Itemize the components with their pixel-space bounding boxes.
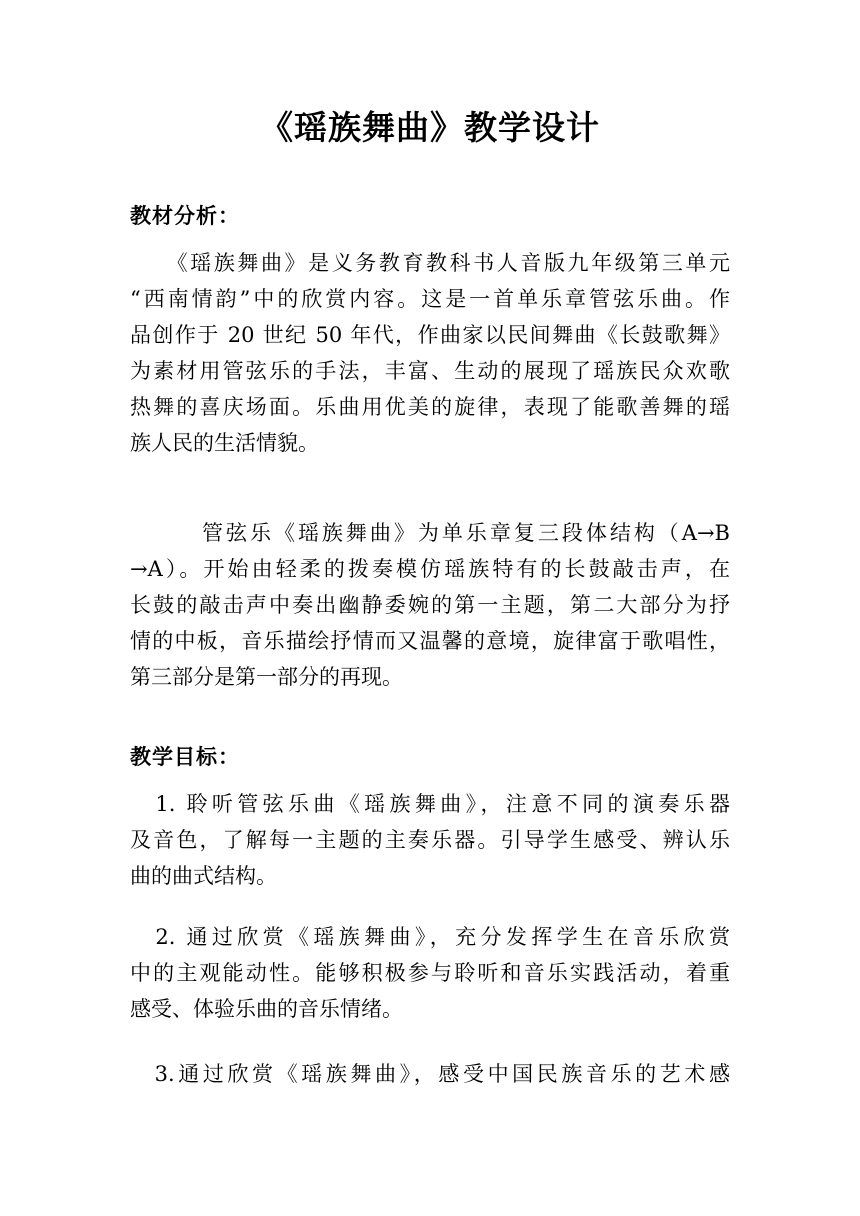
section-heading-material-analysis: 教材分析： bbox=[130, 204, 240, 228]
paragraph-line: 情的中板，音乐描绘抒情而又温馨的意境，旋律富于歌唱性， bbox=[130, 629, 730, 653]
paragraph-line: 为素材用管弦乐的手法，丰富、生动的展现了瑶族民众欢歌 bbox=[130, 359, 730, 383]
paragraph-line: “西南情韵”中的欣赏内容。这是一首单乐章管弦乐曲。作 bbox=[130, 287, 730, 311]
paragraph-line: 中的主观能动性。能够积极参与聆听和音乐实践活动，着重 bbox=[130, 961, 730, 985]
paragraph-goal-1 bbox=[130, 786, 730, 894]
paragraph-line: 品创作于 20 世纪 50 年代，作曲家以民间舞曲《长鼓歌舞》 bbox=[130, 323, 730, 347]
paragraph-line: 2. 通过欣赏《瑶族舞曲》，充分发挥学生在音乐欣赏 bbox=[130, 925, 730, 949]
paragraph-material-intro bbox=[130, 245, 730, 461]
paragraph-line: 热舞的喜庆场面。乐曲用优美的旋律，表现了能歌善舞的瑶 bbox=[130, 395, 730, 419]
paragraph-line: 曲的曲式结构。 bbox=[130, 864, 277, 888]
paragraph-goal-3 bbox=[130, 1056, 730, 1092]
paragraph-line: 感受、体验乐曲的音乐情绪。 bbox=[130, 997, 403, 1021]
paragraph-line: 1. 聆听管弦乐曲《瑶族舞曲》，注意不同的演奏乐器 bbox=[130, 792, 730, 816]
section-heading-teaching-goals: 教学目标： bbox=[130, 745, 240, 769]
paragraph-line: 第三部分是第一部分的再现。 bbox=[130, 665, 403, 689]
paragraph-line: 管弦乐《瑶族舞曲》为单乐章复三段体结构（A→B bbox=[130, 521, 730, 545]
paragraph-line: 3.通过欣赏《瑶族舞曲》，感受中国民族音乐的艺术感 bbox=[130, 1062, 730, 1086]
paragraph-line: 《瑶族舞曲》是义务教育教科书人音版九年级第三单元 bbox=[130, 251, 730, 275]
paragraph-line: 族人民的生活情貌。 bbox=[130, 431, 319, 455]
paragraph-line: 长鼓的敲击声中奏出幽静委婉的第一主题，第二大部分为抒 bbox=[130, 593, 730, 617]
page-title: 《瑶族舞曲》教学设计 bbox=[260, 108, 600, 147]
paragraph-structure bbox=[130, 515, 730, 695]
paragraph-line: →A）。开始由轻柔的拨奏模仿瑶族特有的长鼓敲击声，在 bbox=[130, 557, 730, 581]
paragraph-goal-2 bbox=[130, 919, 730, 1027]
paragraph-line: 及音色，了解每一主题的主奏乐器。引导学生感受、辨认乐 bbox=[130, 828, 730, 852]
